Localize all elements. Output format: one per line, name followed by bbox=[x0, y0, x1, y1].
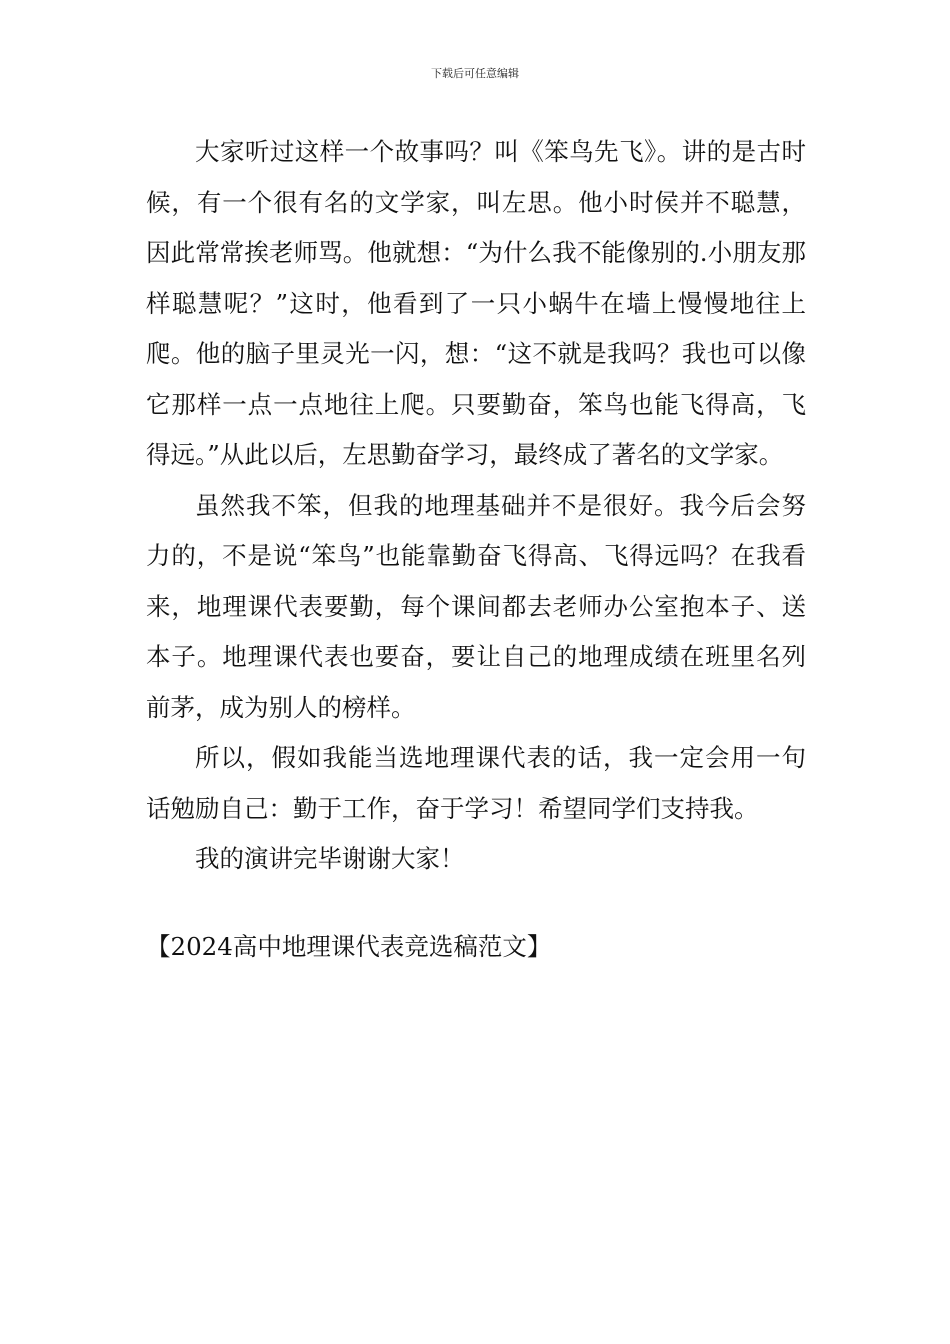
paragraph-pledge: 所以，假如我能当选地理课代表的话，我一定会用一句话勉励自己：勤于工作，奋于学习！希望同学们支持我。 bbox=[146, 743, 806, 823]
paragraph-closing: 我的演讲完毕谢谢大家！ bbox=[195, 844, 465, 873]
page-header-note: 下载后可任意编辑 bbox=[431, 67, 519, 80]
article-body bbox=[146, 127, 806, 885]
paragraph-plan: 虽然我不笨，但我的地理基础并不是很好。我今后会努力的，不是说“笨鸟”也能靠勤奋飞得高、飞得远吗？在我看来，地理课代表要勤，每个课间都去老师办公室抱本子、送本子。地理课代表也要奋，要让自己的地理成绩在班里名列前茅，成为别人的榜样。 bbox=[146, 490, 806, 722]
paragraph-story: 大家听过这样一个故事吗？叫《笨鸟先飞》。讲的是古时候，有一个很有名的文学家，叫左思。他小时侯并不聪慧，因此常常挨老师骂。他就想：“为什么我不能像别的.小朋友那样聪慧呢？”这时，他看到了一只小蜗牛在墙上慢慢地往上爬。他的脑子里灵光一闪，想：“这不就是我吗？我也可以像它那样一点一点地往上爬。只要勤奋，笨鸟也能飞得高，飞得远。”从此以后，左思勤奋学习，最终成了著名的文学家。 bbox=[146, 137, 806, 469]
article-title-tag: 【2024高中地理课代表竞选稿范文】 bbox=[146, 932, 552, 961]
